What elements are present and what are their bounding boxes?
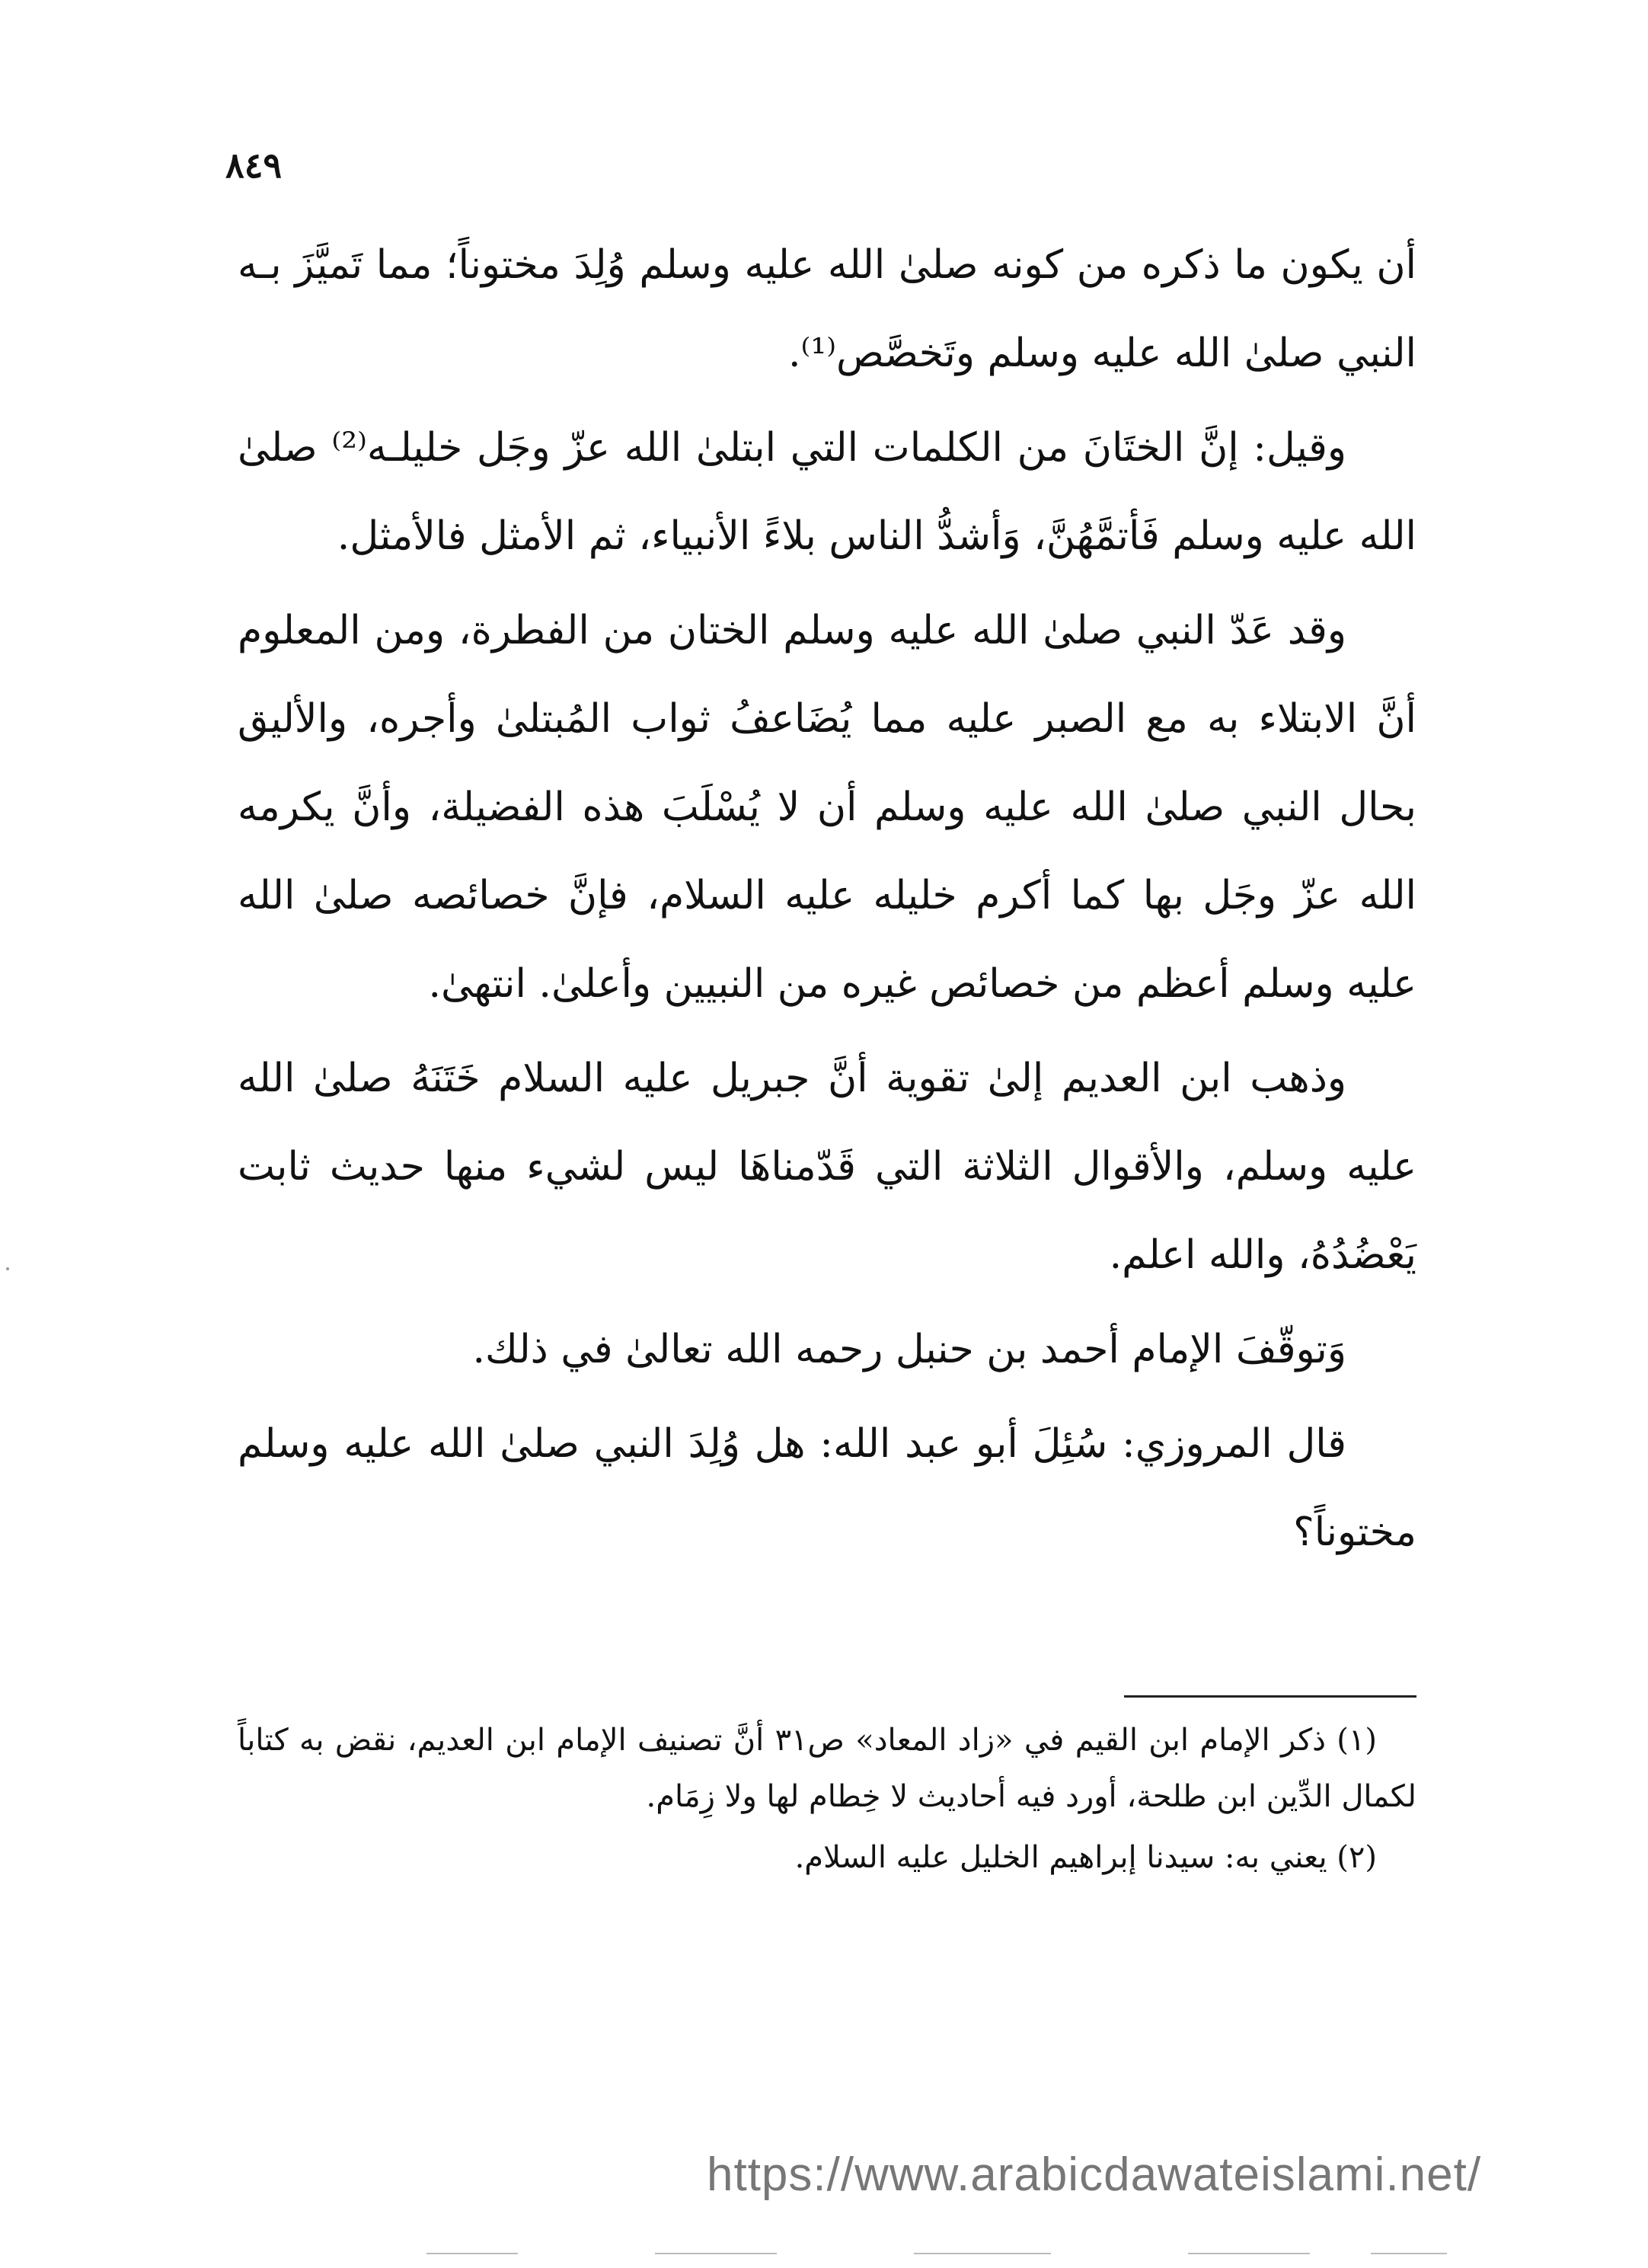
paragraph-5: وَتوقّفَ الإمام أحمد بن حنبل رحمه الله تعالىٰ في ذلك.: [472, 1327, 1346, 1372]
paragraph-2: وقيل: إنَّ الختَانَ من الكلمات التي ابتلىٰ الله عزّ وجَل خليلـه⁽²⁾ صلىٰ الله عليه وسلم فَأتمَّهُنَّ، وَأشدُّ الناس بلاءً الأنبياء، ثم الأمثل فالأمثل.: [238, 425, 1416, 559]
page-number: ٨٤٩: [225, 145, 283, 186]
paragraph-3: وقد عَدّ النبي صلىٰ الله عليه وسلم الختان من الفطرة، ومن المعلوم أنَّ الابتلاء به مع الصبر عليه مما يُضَاعفُ ثواب المُبتلىٰ وأجره، والأليق بحال النبي صلىٰ الله عليه وسلم أن لا يُسْلَبَ هذه الفضيلة، وأنَّ يكرمه الله عزّ وجَل بها كما أكرم خليله عليه السلام، فإنَّ خصائصه صلىٰ الله عليه وسلم أعظم من خصائص غيره من النبيين وأعلىٰ. انتهىٰ.: [238, 608, 1416, 1007]
main-text: [238, 221, 1416, 1583]
scan-edge-lines: [426, 2253, 1447, 2259]
paragraph-6: قال المروزي: سُئِلَ أبو عبد الله: هل وُلِدَ النبي صلىٰ الله عليه وسلم مختوناً؟: [238, 1421, 1416, 1555]
scan-speck: [6, 1267, 9, 1270]
paragraph-4: وذهب ابن العديم إلىٰ تقوية أنَّ جبريل عليه السلام خَتَنَهُ صلىٰ الله عليه وسلم، والأقوال الثلاثة التي قَدّمناهَا ليس لشيء منها حديث ثابت يَعْضُدُهُ، والله اعلم.: [238, 1056, 1416, 1278]
footnote-1: (١) ذكر الإمام ابن القيم في «زاد المعاد» ص٣١ أنَّ تصنيف الإمام ابن العديم، نقض به كتاباً لكمال الدِّين ابن طلحة، أورد فيه أحاديث لا خِطام لها ولا زِمَام.: [238, 1723, 1416, 1814]
footnotes: [238, 1712, 1416, 1890]
footnote-2: (٢) يعني به: سيدنا إبراهيم الخليل عليه السلام.: [794, 1840, 1377, 1875]
paragraph-1: أن يكون ما ذكره من كونه صلىٰ الله عليه وسلم وُلِدَ مختوناً؛ مما تَميَّزَ بـه النبي صلىٰ الله عليه وسلم وتَخصَّص⁽¹⁾.: [238, 242, 1416, 376]
watermark-url: https://www.arabicdawateislami.net/: [707, 2148, 1482, 2201]
footnote-separator: [1124, 1695, 1416, 1698]
